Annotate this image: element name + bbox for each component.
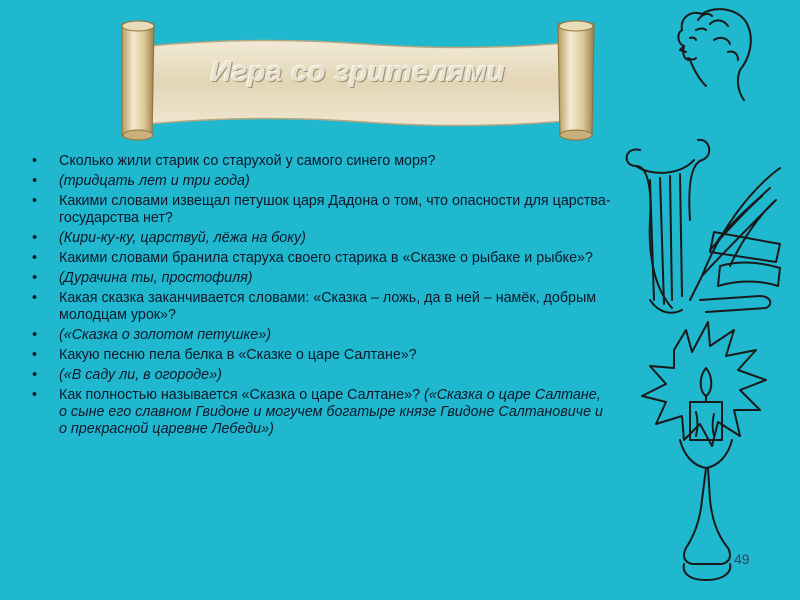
list-item xyxy=(32,250,612,267)
title-scroll-banner xyxy=(108,18,620,144)
page-number: 49 xyxy=(734,551,750,567)
answer-text: (Дурачина ты, простофиля) xyxy=(59,270,253,286)
candle-icon xyxy=(642,322,766,580)
bullet: • xyxy=(32,327,38,343)
bullet: • xyxy=(32,290,38,306)
answer-text: («Сказка о золотом петушке») xyxy=(59,327,271,343)
bullet: • xyxy=(32,250,38,266)
bullet: • xyxy=(32,193,38,209)
bullet: • xyxy=(32,230,38,246)
bullet: • xyxy=(32,153,38,169)
quill-icon xyxy=(690,168,780,312)
bullet: • xyxy=(32,173,38,189)
bullet: • xyxy=(32,270,38,286)
question-list xyxy=(32,153,612,441)
slide-title: Игра со зрителями xyxy=(210,56,506,88)
bullet: • xyxy=(32,347,38,363)
list-item xyxy=(32,347,612,364)
list-item xyxy=(32,230,612,247)
question-text: Как полностью называется «Сказка о царе Салтане»? xyxy=(59,387,421,403)
bullet: • xyxy=(32,367,38,383)
pushkin-profile-icon xyxy=(678,9,750,100)
list-item xyxy=(32,193,612,227)
question-text: Какими словами бранила старуха своего старика в «Сказке о рыбаке и рыбке»? xyxy=(59,250,593,266)
list-item xyxy=(32,367,612,384)
answer-text: («В саду ли, в огороде») xyxy=(59,367,222,383)
list-item xyxy=(32,290,612,324)
bullet: • xyxy=(32,387,38,403)
answer-text: (тридцать лет и три года) xyxy=(59,173,250,189)
list-item xyxy=(32,270,612,287)
list-item xyxy=(32,327,612,344)
decorations xyxy=(610,0,800,600)
question-text: Какую песню пела белка в «Сказке о царе Салтане»? xyxy=(59,347,417,363)
list-item xyxy=(32,153,612,170)
question-text: Сколько жили старик со старухой у самого синего моря? xyxy=(59,153,436,169)
answer-text: («Сказка о царе Салтане, о сыне его славном Гвидоне и могучем богатыре князе Гвидоне Салтановиче и о прекрасной царевне Лебеди») xyxy=(59,387,603,437)
question-text: Какими словами извещал петушок царя Дадона о том, что опасности для царства-государства нет? xyxy=(59,193,611,226)
question-text: Какая сказка заканчивается словами: «Сказка – ложь, да в ней – намёк, добрым молодцам урок»? xyxy=(59,290,597,323)
list-item xyxy=(32,173,612,190)
answer-text: (Кири-ку-ку, царствуй, лёжа на боку) xyxy=(59,230,306,246)
list-item xyxy=(32,387,612,438)
